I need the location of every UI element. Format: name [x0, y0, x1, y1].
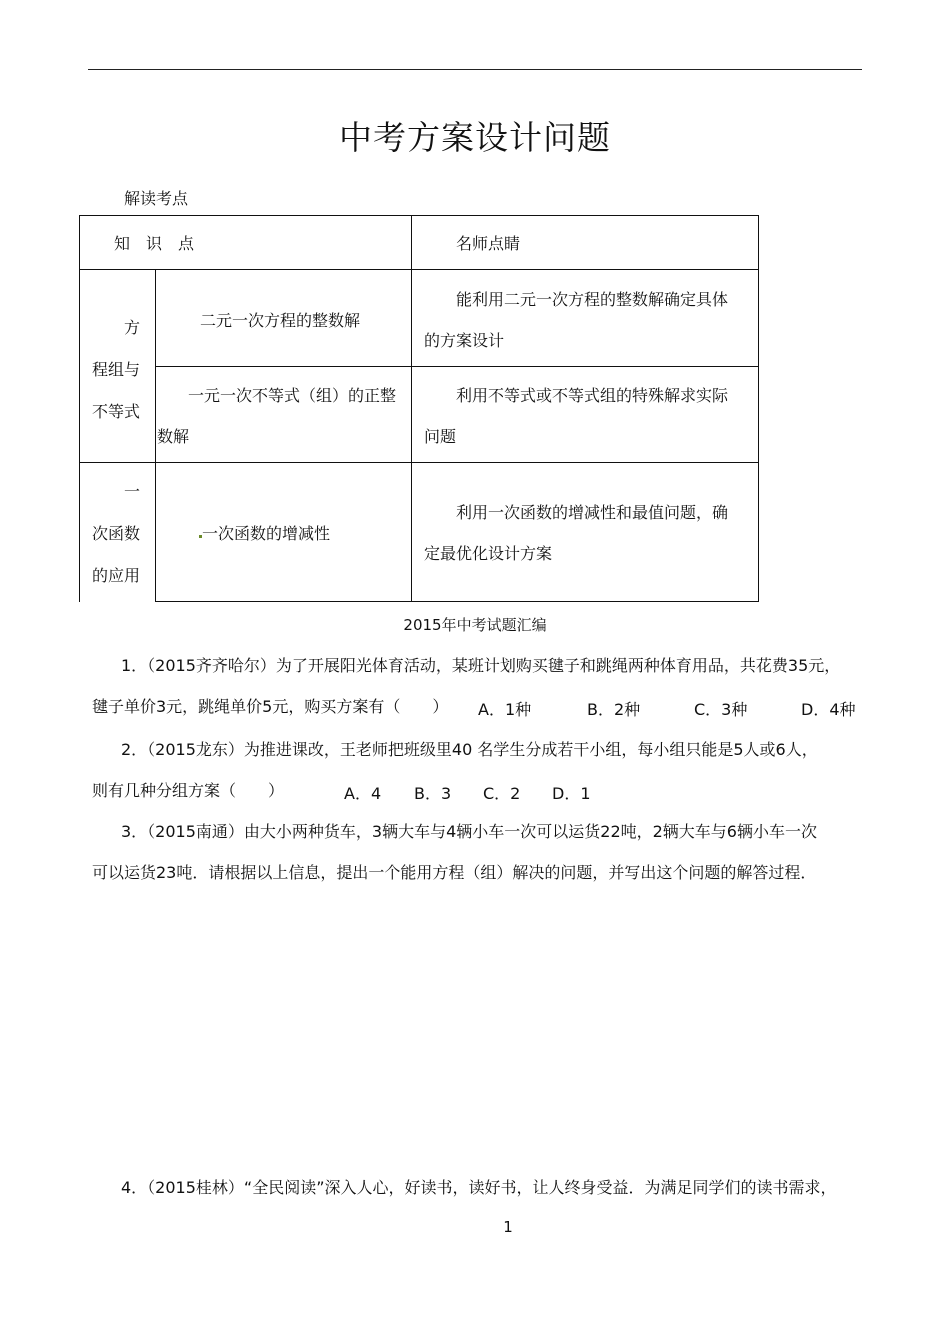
group2-line2: 次函数 [92, 524, 141, 543]
table-border-top [79, 215, 759, 216]
section-heading: 解读考点 [124, 189, 189, 208]
row3-tip-line1: 利用一次函数的增减性和最值问题，确 [456, 503, 729, 522]
q1-option-a: A．1种 [478, 700, 532, 719]
table-col-divider-1 [155, 269, 156, 602]
table-border-left [79, 215, 80, 602]
q4-line1: 4．（2015桂林）“全民阅读”深入人心，好读书，读好书，让人终身受益．为满足同学们的读书需求， [121, 1178, 837, 1197]
row1-topic: 二元一次方程的整数解 [200, 311, 361, 330]
q1-line1: 1．（2015齐齐哈尔）为了开展阳光体育活动，某班计划购买毽子和跳绳两种体育用品，共花费35元， [121, 656, 841, 675]
q3-line2: 可以运货23吨．请根据以上信息，提出一个能用方程（组）解决的问题，并写出这个问题的解答过程． [92, 863, 817, 882]
q2-option-a: A．4 [344, 784, 382, 803]
group2-line1: 一 [124, 482, 141, 501]
row3-tip-line2: 定最优化设计方案 [424, 544, 553, 563]
page-number: 1 [503, 1218, 513, 1236]
knowledge-table [79, 215, 759, 602]
q2-option-d: D．1 [552, 784, 591, 803]
row3-topic: 一次函数的增减性 [202, 524, 331, 543]
row2-tip-line2: 问题 [424, 427, 457, 446]
table-group-divider [79, 462, 759, 463]
row2-tip-line1: 利用不等式或不等式组的特殊解求实际 [456, 386, 729, 405]
group1-line1: 方 [124, 318, 141, 337]
row1-tip-line1: 能利用二元一次方程的整数解确定具体 [456, 290, 729, 309]
table-border-bottom [155, 601, 759, 602]
row2-topic-line1: 一元一次不等式（组）的正整 [188, 386, 397, 405]
page-title: 中考方案设计问题 [339, 118, 611, 157]
q1-option-b: B．2种 [587, 700, 641, 719]
q1-line2: 毽子单价3元，跳绳单价5元，购买方案有（ ） [92, 697, 449, 716]
q1-option-c: C．3种 [694, 700, 748, 719]
group2-line3: 的应用 [92, 566, 141, 585]
q2-option-b: B．3 [414, 784, 452, 803]
q1-option-d: D．4种 [801, 700, 856, 719]
table-row-divider [155, 366, 759, 367]
table-border-right [758, 215, 759, 602]
group1-line2: 程组与 [92, 360, 141, 379]
q2-line1: 2．（2015龙东）为推进课改，王老师把班级里40 名学生分成若干小组，每小组只能是5人或6人， [121, 740, 818, 759]
q2-line2: 则有几种分组方案（ ） [92, 781, 285, 800]
table-col-divider-2 [411, 215, 412, 602]
group1-line3: 不等式 [92, 402, 141, 421]
header-knowledge: 知 识 点 [114, 234, 195, 253]
row2-topic-line2: 数解 [157, 427, 190, 446]
cursor-mark [199, 535, 202, 538]
header-tips: 名师点睛 [456, 234, 521, 253]
table-header-divider [79, 269, 759, 270]
q2-option-c: C．2 [483, 784, 521, 803]
q3-line1: 3．（2015南通）由大小两种货车，3辆大车与4辆小车一次可以运货22吨，2辆大车与6辆小车一次 [121, 822, 817, 841]
header-rule [88, 69, 862, 70]
subtitle: 2015年中考试题汇编 [403, 616, 547, 634]
row1-tip-line2: 的方案设计 [424, 331, 505, 350]
